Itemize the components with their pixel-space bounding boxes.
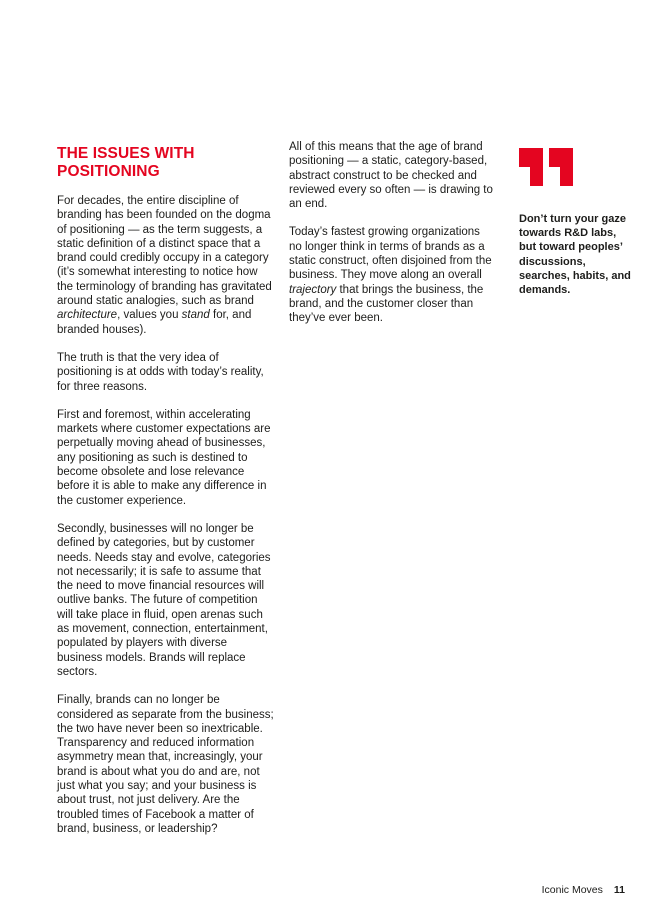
body-paragraph: Today’s fastest growing organizations no longer think in terms of brands as a static construct, often disjoined from the business. They move along an overall trajectory that brings the business, the brand, and the customer closer than they’ve ever been. — [289, 226, 492, 325]
page-footer — [542, 884, 625, 896]
body-paragraph: Secondly, businesses will no longer be defined by categories, but by customer needs. Needs stay and evolve, categories not necessarily; it is safe to assume that the need to move financial resources will outlive banks. The future of competition will take place in fluid, open arenas such as movement, connection, entertainment, populated by players with diverse business models. Brands will replace sectors. — [57, 522, 271, 678]
middle-column — [289, 140, 495, 340]
heading-line-2: POSITIONING — [57, 163, 160, 180]
left-column — [57, 145, 275, 850]
body-paragraph: Finally, brands can no longer be considered as separate from the business; the two have never been so inextricable. Transparency and reduced information asymmetry mean that, increasingly, your brand is about what you do and are, not just what you say; and your business is about trust, not just delivery. Are the troubled times of Facebook a matter of brand, business, or leadership? — [57, 694, 274, 835]
quotation-marks-icon — [519, 148, 575, 186]
sidebar-pull-quote — [519, 148, 631, 297]
footer-publication-title: Iconic Moves — [541, 884, 603, 896]
page-number: 11 — [613, 884, 625, 896]
heading-line-1: THE ISSUES WITH — [57, 145, 195, 162]
body-paragraph: For decades, the entire discipline of branding has been founded on the dogma of positioning — as the term suggests, a static definition of a distinct space that a brand could credibly occupy in a category (it’s somewhat interesting to notice how the terminology of branding has gravitated around static analogies, such as brand architecture, values you stand for, and branded houses). — [57, 195, 272, 336]
body-paragraph: All of this means that the age of brand positioning — a static, category-based, abstract construct to be checked and reviewed every so often — is drawing to an end. — [289, 141, 493, 211]
body-paragraph: The truth is that the very idea of positioning is at odds with today’s reality, for three reasons. — [57, 351, 264, 393]
section-heading — [57, 145, 275, 181]
body-paragraph: First and foremost, within accelerating markets where customer expectations are perpetually moving ahead of businesses, any positioning as such is destined to become obsolete and lose relevance before it is able to make any difference in the customer experience. — [57, 408, 271, 507]
pull-quote-text: Don’t turn your gaze towards R&D labs, but toward peoples’ discussions, searches, habits, and demands. — [519, 213, 631, 297]
